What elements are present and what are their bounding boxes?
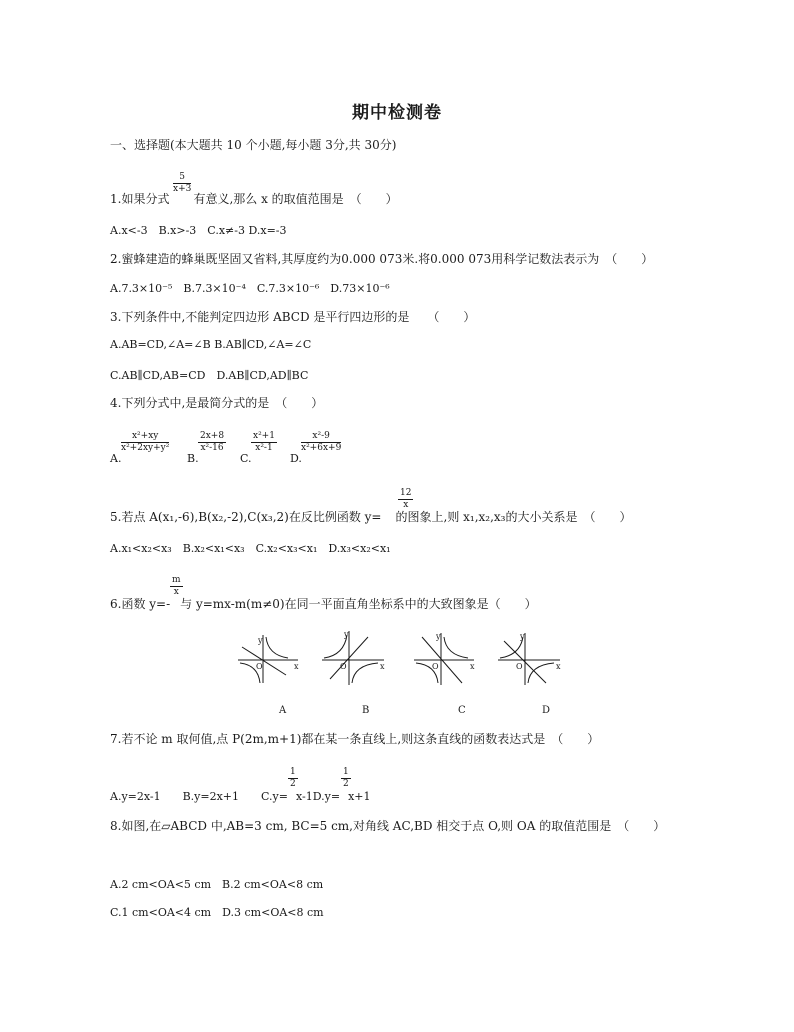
- graph-b: [322, 630, 385, 685]
- q4-option-c-label: C.: [240, 452, 252, 465]
- q4-option-d-label: D.: [290, 452, 302, 465]
- q3-stem: 3.下列条件中,不能判定四边形 ABCD 是平行四边形的是 （ ）: [110, 310, 476, 324]
- svg-text:y: y: [344, 630, 349, 639]
- svg-text:y: y: [258, 636, 263, 645]
- svg-text:x: x: [470, 662, 475, 671]
- q2-stem: 2.蜜蜂建造的蜂巢既坚固又省料,其厚度约为0.000 073米.将0.000 073用科学记数法表示为 （ ）: [110, 252, 654, 266]
- q8-options-row2: C.1 cm<OA<4 cm D.3 cm<OA<8 cm: [110, 906, 324, 919]
- q8-stem: 8.如图,在▱ABCD 中,AB=3 cm, BC=5 cm,对角线 AC,BD 相交于点 O,则 OA 的取值范围是 （ ）: [110, 819, 666, 833]
- svg-text:x: x: [380, 662, 385, 671]
- graph-a: [238, 635, 299, 683]
- graph-d: [498, 632, 561, 685]
- svg-text:x: x: [556, 662, 561, 671]
- svg-text:y: y: [436, 632, 441, 641]
- graph-label-a: A: [279, 705, 287, 716]
- q4-option-b-label: B.: [187, 452, 199, 465]
- q4-option-a-fraction: $\frac{\text{x²+xy}}{\text{x²+2xy+y²}}$: [121, 431, 170, 453]
- q7-option-c-fraction: $\frac{1}{2}$: [290, 767, 296, 789]
- graph-c: [414, 632, 475, 685]
- svg-text:y: y: [520, 632, 525, 641]
- q2-options: A.7.3×10⁻⁵ B.7.3×10⁻⁴ C.7.3×10⁻⁶ D.73×10⁻⁶: [110, 282, 390, 295]
- q3-options-row1: A.AB=CD,∠A=∠B B.AB∥CD,∠A=∠C: [110, 338, 312, 351]
- q7-stem: 7.若不论 m 取何值,点 P(2m,m+1)都在某一条直线上,则这条直线的函数表达式是 （ ）: [110, 732, 600, 746]
- q7-option-d-fraction: $\frac{1}{2}$: [343, 767, 349, 789]
- q8-options-row1: A.2 cm<OA<5 cm B.2 cm<OA<8 cm: [110, 878, 324, 891]
- graph-label-d: D: [542, 705, 551, 716]
- q1-stem: 1.如果分式 有意义,那么 x 的取值范围是 （ ）: [110, 192, 398, 206]
- q5-fraction: $\frac{12}{x}$: [400, 488, 412, 510]
- graph-label-b: B: [362, 705, 370, 716]
- q4-option-c-fraction: $\frac{\text{x²+1}}{\text{x²-1}}$: [253, 431, 275, 453]
- q6-graphs: [230, 625, 570, 720]
- q6-stem: 6.函数 y=- 与 y=mx-m(m≠0)在同一平面直角坐标系中的大致图象是（ ）: [110, 597, 537, 611]
- section-heading: 一、选择题(本大题共 10 个小题,每小题 3分,共 30分): [110, 138, 397, 152]
- q5-options: A.x₁<x₂<x₃ B.x₂<x₁<x₃ C.x₂<x₃<x₁ D.x₃<x₂<x₁: [110, 542, 391, 555]
- q5-stem: 5.若点 A(x₁,-6),B(x₂,-2),C(x₃,2)在反比例函数 y= 的图象上,则 x₁,x₂,x₃的大小关系是 （ ）: [110, 510, 632, 524]
- svg-text:O: O: [432, 662, 439, 671]
- svg-text:O: O: [256, 662, 263, 671]
- svg-text:O: O: [516, 662, 523, 671]
- svg-text:O: O: [340, 662, 347, 671]
- q1-fraction: $\frac{5}{x+3}$: [173, 172, 192, 194]
- q4-option-a-label: A.: [110, 452, 122, 465]
- page-title: 期中检测卷: [352, 103, 442, 123]
- q4-option-d-fraction: $\frac{\text{x²-9}}{\text{x²+6x+9}}$: [301, 431, 342, 453]
- q1-options: A.x<-3 B.x>-3 C.x≠-3 D.x=-3: [110, 224, 287, 237]
- graph-label-c: C: [458, 705, 466, 716]
- q4-stem: 4.下列分式中,是最简分式的是 （ ）: [110, 396, 324, 410]
- q3-options-row2: C.AB∥CD,AB=CD D.AB∥CD,AD∥BC: [110, 369, 309, 382]
- q4-option-b-fraction: $\frac{2x+8}{\text{x²-16}}$: [200, 431, 225, 453]
- svg-text:x: x: [294, 662, 299, 671]
- q6-fraction: $\frac{m}{x}$: [172, 575, 181, 597]
- q7-options: A.y=2x-1 B.y=2x+1 C.y= x-1D.y= x+1: [110, 790, 371, 803]
